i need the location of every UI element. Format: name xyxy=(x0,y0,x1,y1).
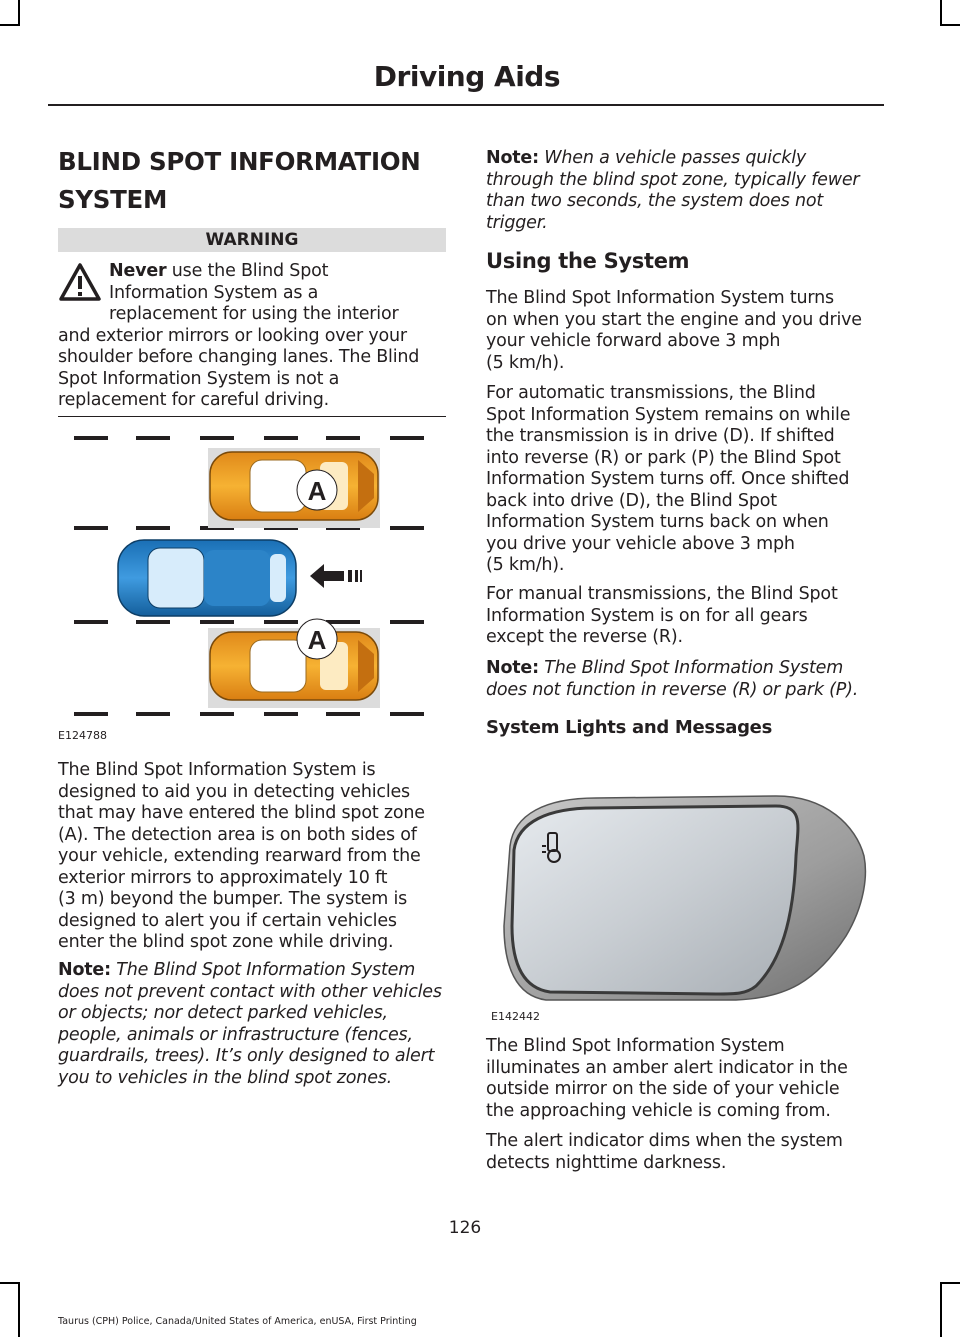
text-line: Spot Information System remains on while xyxy=(486,404,851,425)
page-number: 126 xyxy=(448,1218,482,1238)
warning-rule xyxy=(58,416,446,417)
text-line: The alert indicator dims when the system xyxy=(486,1131,843,1151)
text-line: that may have entered the blind spot zone xyxy=(58,803,425,823)
crop-mark xyxy=(18,0,20,26)
text-line: The Blind Spot Information System xyxy=(110,960,416,980)
note-label: Note: xyxy=(486,658,539,678)
text-line: Information System as a xyxy=(109,282,319,303)
lights-paragraph xyxy=(486,1036,882,1122)
zone-label-a: A xyxy=(307,625,327,655)
text-line: designed to aid you in detecting vehicles xyxy=(58,781,410,802)
figure-code: E142442 xyxy=(491,1010,540,1023)
section-title-line: BLIND SPOT INFORMATION xyxy=(58,147,421,176)
text-line: Information System turns off. Once shifted xyxy=(486,469,850,489)
text-line: you drive your vehicle above 3 mph xyxy=(486,533,795,554)
section-title xyxy=(58,146,421,222)
automatic-paragraph xyxy=(486,383,882,577)
crop-mark xyxy=(0,24,20,26)
text-line: your vehicle, extending rearward from the xyxy=(58,846,421,866)
page-header-title: Driving Aids xyxy=(373,60,560,93)
manual-paragraph xyxy=(486,584,882,649)
note-label: Note: xyxy=(486,148,539,168)
text-line: into reverse (R) or park (P) the Blind Spot xyxy=(486,447,841,468)
text-line: Spot Information System is not a xyxy=(58,368,340,389)
text-line: shoulder before changing lanes. The Blind xyxy=(58,347,420,367)
text-line: or objects; nor detect parked vehicles, xyxy=(58,1003,388,1023)
text-line: exterior mirrors to approximately 10 ft xyxy=(58,867,388,888)
footer-text: Taurus (CPH) Police, Canada/United States of America, enUSA, First Printing xyxy=(58,1316,417,1327)
text-line: use the Blind Spot xyxy=(166,261,329,281)
text-line: enter the blind spot zone while driving. xyxy=(58,932,394,952)
text-line: (A). The detection area is on both sides of xyxy=(58,824,417,845)
text-line: guardrails, trees). It’s only designed to alert xyxy=(58,1046,435,1066)
crop-mark xyxy=(940,24,960,26)
figure-code: E124788 xyxy=(58,729,107,742)
text-line: your vehicle forward above 3 mph xyxy=(486,331,781,351)
crop-mark xyxy=(18,1282,20,1337)
note-paragraph xyxy=(486,148,882,234)
text-line: Information System turns back on when xyxy=(486,512,829,532)
note-paragraph xyxy=(486,658,882,701)
subsection-title: Using the System xyxy=(486,249,690,273)
text-line: through the blind spot zone, typically fewer xyxy=(486,169,860,190)
text-line: on when you start the engine and you drive xyxy=(486,309,862,330)
intro-paragraph xyxy=(58,760,450,954)
crop-mark xyxy=(940,0,942,26)
text-line: The Blind Spot Information System xyxy=(538,658,844,678)
text-line: than two seconds, the system does not xyxy=(486,191,824,211)
blind-spot-zone-figure xyxy=(58,428,448,728)
text-line: except the reverse (R). xyxy=(486,627,683,647)
text-line: replacement for using the interior xyxy=(109,304,399,324)
text-line: does not function in reverse (R) or park (P). xyxy=(486,679,859,700)
text-line: The Blind Spot Information System xyxy=(486,1036,785,1056)
text-line: (5 km/h). xyxy=(486,352,565,373)
warning-bold-lead: Never xyxy=(109,261,167,281)
crop-mark xyxy=(0,1282,20,1284)
orange-car xyxy=(210,632,378,700)
header-rule xyxy=(48,104,884,106)
text-line: the transmission is in drive (D). If shifted xyxy=(486,426,835,446)
text-line: designed to alert you if certain vehicles xyxy=(58,910,397,931)
crop-mark xyxy=(940,1282,960,1284)
text-line: replacement for careful driving. xyxy=(58,390,329,410)
text-line: (5 km/h). xyxy=(486,555,565,575)
text-line: The Blind Spot Information System is xyxy=(58,760,376,780)
text-line: the approaching vehicle is coming from. xyxy=(486,1100,831,1121)
text-line: When a vehicle passes quickly xyxy=(538,148,807,168)
text-line: detects nighttime darkness. xyxy=(486,1152,727,1173)
warning-text xyxy=(58,261,448,412)
zone-label-a: A xyxy=(307,476,327,506)
text-line: For automatic transmissions, the Blind xyxy=(486,383,816,403)
crop-mark xyxy=(940,1282,942,1337)
text-line: Information System is on for all gears xyxy=(486,605,808,626)
warning-label: WARNING xyxy=(58,228,446,252)
note-label: Note: xyxy=(58,960,111,980)
text-line: For manual transmissions, the Blind Spot xyxy=(486,584,838,604)
section-title-line: SYSTEM xyxy=(58,185,168,214)
text-line: you to vehicles in the blind spot zones. xyxy=(58,1067,393,1088)
orange-car xyxy=(210,452,378,520)
subsection-title: System Lights and Messages xyxy=(486,717,772,738)
text-line: trigger. xyxy=(486,212,548,233)
note-paragraph xyxy=(58,960,450,1089)
text-line: (3 m) beyond the bumper. The system is xyxy=(58,889,408,909)
text-line: and exterior mirrors or looking over your xyxy=(58,325,407,346)
dims-paragraph xyxy=(486,1131,882,1174)
text-line: illuminates an amber alert indicator in the xyxy=(486,1057,848,1078)
text-line: back into drive (D), the Blind Spot xyxy=(486,490,777,511)
side-mirror-figure xyxy=(486,786,880,1008)
text-line: outside mirror on the side of your vehicle xyxy=(486,1079,840,1099)
text-line: The Blind Spot Information System turns xyxy=(486,288,834,308)
text-line: people, animals or infrastructure (fences, xyxy=(58,1024,413,1045)
blue-car xyxy=(118,540,296,616)
approach-arrow xyxy=(310,564,362,588)
using-paragraph xyxy=(486,288,882,374)
text-line: does not prevent contact with other vehicles xyxy=(58,981,442,1002)
